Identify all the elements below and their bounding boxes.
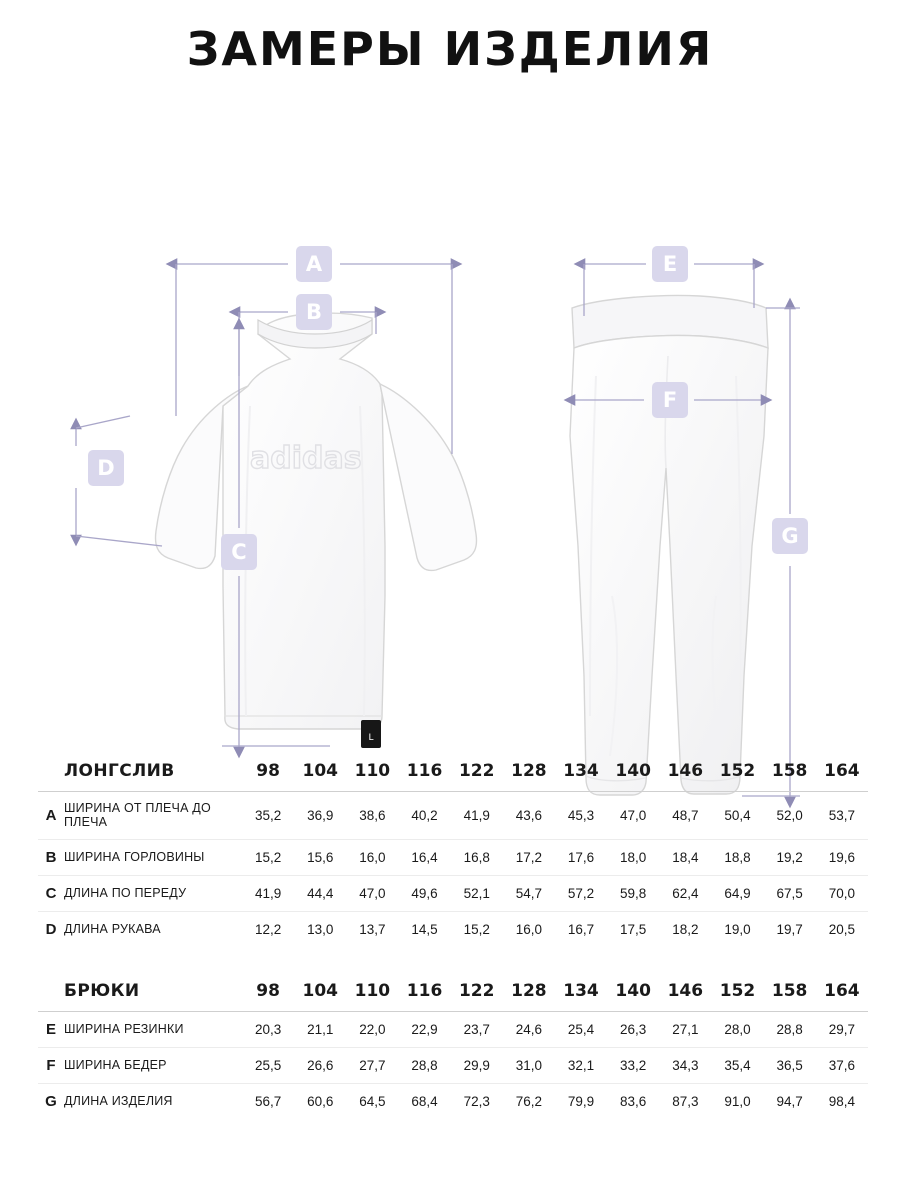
table-separator xyxy=(0,949,900,975)
cell-value: 54,7 xyxy=(503,875,555,911)
table-row xyxy=(38,1047,868,1083)
cell-value: 16,8 xyxy=(451,839,503,875)
row-label: ДЛИНА ПО ПЕРЕДУ xyxy=(64,875,242,911)
table-row xyxy=(38,839,868,875)
cell-value: 59,8 xyxy=(607,875,659,911)
size-header: 140 xyxy=(615,761,651,781)
cell-value: 47,0 xyxy=(346,875,398,911)
cell-value: 76,2 xyxy=(515,1093,542,1109)
table-longsleeve xyxy=(38,755,868,947)
row-letter: A xyxy=(38,792,64,840)
marker-d: D xyxy=(88,450,124,486)
size-header: 122 xyxy=(458,761,495,781)
cell-value: 27,1 xyxy=(659,1011,711,1047)
cell-value: 72,3 xyxy=(463,1093,490,1109)
table-row xyxy=(38,1011,868,1047)
row-label: ШИРИНА ОТ ПЛЕЧА ДО ПЛЕЧА xyxy=(64,792,242,840)
size-header: 104 xyxy=(302,980,338,1001)
row-letter: C xyxy=(38,875,64,911)
cell-value: 28,8 xyxy=(764,1011,816,1047)
cell-value: 32,1 xyxy=(555,1047,607,1083)
row-letter: G xyxy=(45,1092,57,1110)
cell-value: 13,0 xyxy=(307,921,334,937)
cell-value: 16,4 xyxy=(398,839,450,875)
table-header-row-pants xyxy=(38,975,868,1011)
table-row xyxy=(38,875,868,911)
size-header: 128 xyxy=(511,980,547,1001)
cell-value: 37,6 xyxy=(816,1047,868,1083)
cell-value: 13,7 xyxy=(359,921,386,937)
cell-value: 57,2 xyxy=(555,875,607,911)
size-header: 104 xyxy=(302,761,338,781)
size-header: 152 xyxy=(719,980,756,1001)
size-header: 98 xyxy=(256,761,280,781)
cell-value: 22,0 xyxy=(346,1011,398,1047)
table-row xyxy=(38,792,868,840)
garment-diagram-svg xyxy=(0,76,900,743)
marker-f: F xyxy=(652,382,688,418)
size-header: 116 xyxy=(406,980,443,1001)
size-header: 140 xyxy=(615,980,651,1001)
cell-value: 15,2 xyxy=(242,839,294,875)
cell-value: 52,0 xyxy=(764,792,816,840)
cell-value: 87,3 xyxy=(672,1093,699,1109)
cell-value: 62,4 xyxy=(659,875,711,911)
cell-value: 19,7 xyxy=(776,921,803,937)
cell-value: 44,4 xyxy=(294,875,346,911)
cell-value: 33,2 xyxy=(607,1047,659,1083)
cell-value: 18,2 xyxy=(672,921,699,937)
cell-value: 38,6 xyxy=(346,792,398,840)
cell-value: 36,5 xyxy=(764,1047,816,1083)
cell-value: 91,0 xyxy=(724,1093,751,1109)
size-header: 152 xyxy=(719,761,756,781)
row-letter: E xyxy=(38,1011,64,1047)
size-header: 134 xyxy=(563,980,599,1001)
cell-value: 64,9 xyxy=(711,875,763,911)
chest-print: adidas xyxy=(250,441,362,476)
cell-value: 48,7 xyxy=(659,792,711,840)
table-title-pants: БРЮКИ xyxy=(64,980,140,1001)
cell-value: 29,7 xyxy=(816,1011,868,1047)
garment-illustration xyxy=(0,76,900,743)
cell-value: 50,4 xyxy=(711,792,763,840)
measurement-tables xyxy=(0,755,900,1119)
cell-value: 29,9 xyxy=(451,1047,503,1083)
cell-value: 20,3 xyxy=(242,1011,294,1047)
cell-value: 28,0 xyxy=(711,1011,763,1047)
size-header: 110 xyxy=(354,980,391,1001)
marker-g: G xyxy=(772,518,808,554)
cell-value: 27,7 xyxy=(346,1047,398,1083)
cell-value: 28,8 xyxy=(398,1047,450,1083)
cell-value: 19,6 xyxy=(816,839,868,875)
cell-value: 35,2 xyxy=(242,792,294,840)
cell-value: 67,5 xyxy=(764,875,816,911)
cell-value: 68,4 xyxy=(411,1093,438,1109)
page-title: ЗАМЕРЫ ИЗДЕЛИЯ xyxy=(186,22,714,76)
row-label: ШИРИНА РЕЗИНКИ xyxy=(64,1011,242,1047)
svg-text:L: L xyxy=(368,733,374,743)
cell-value: 56,7 xyxy=(254,1093,282,1109)
cell-value: 18,0 xyxy=(607,839,659,875)
cell-value: 19,2 xyxy=(764,839,816,875)
size-header: 146 xyxy=(667,980,704,1001)
cell-value: 41,9 xyxy=(242,875,294,911)
size-header: 134 xyxy=(563,761,599,781)
cell-value: 17,6 xyxy=(555,839,607,875)
size-header: 158 xyxy=(771,980,808,1001)
cell-value: 35,4 xyxy=(711,1047,763,1083)
row-label: ДЛИНА ИЗДЕЛИЯ xyxy=(64,1094,173,1109)
marker-a: A xyxy=(296,246,332,282)
row-letter: B xyxy=(38,839,64,875)
tshirt-graphic xyxy=(156,313,477,748)
cell-value: 25,4 xyxy=(555,1011,607,1047)
cell-value: 47,0 xyxy=(607,792,659,840)
row-label: ШИРИНА ГОРЛОВИНЫ xyxy=(64,839,242,875)
cell-value: 15,6 xyxy=(294,839,346,875)
cell-value: 31,0 xyxy=(503,1047,555,1083)
cell-value: 83,6 xyxy=(620,1093,647,1109)
cell-value: 98,4 xyxy=(828,1093,855,1109)
row-label: ДЛИНА РУКАВА xyxy=(64,922,161,937)
table-row xyxy=(38,1083,868,1119)
size-header: 116 xyxy=(406,761,443,781)
size-header: 146 xyxy=(667,761,704,781)
cell-value: 18,8 xyxy=(711,839,763,875)
row-letter: F xyxy=(38,1047,64,1083)
cell-value: 17,5 xyxy=(620,921,647,937)
cell-value: 40,2 xyxy=(398,792,450,840)
cell-value: 60,6 xyxy=(307,1093,334,1109)
row-letter: D xyxy=(45,920,57,938)
size-header: 110 xyxy=(354,761,391,781)
cell-value: 18,4 xyxy=(659,839,711,875)
size-header: 158 xyxy=(771,761,808,781)
cell-value: 25,5 xyxy=(242,1047,294,1083)
header-spacer xyxy=(38,975,64,1011)
cell-value: 14,5 xyxy=(411,921,438,937)
table-title-longsleeve: ЛОНГСЛИВ xyxy=(64,761,175,781)
cell-value: 79,9 xyxy=(567,1093,595,1109)
cell-value: 26,6 xyxy=(294,1047,346,1083)
cell-value: 12,2 xyxy=(254,921,282,937)
cell-value: 23,7 xyxy=(451,1011,503,1047)
cell-value: 49,6 xyxy=(398,875,450,911)
cell-value: 34,3 xyxy=(659,1047,711,1083)
cell-value: 53,7 xyxy=(816,792,868,840)
cell-value: 16,0 xyxy=(515,921,542,937)
cell-value: 20,5 xyxy=(828,921,855,937)
cell-value: 64,5 xyxy=(359,1093,386,1109)
cell-value: 26,3 xyxy=(607,1011,659,1047)
cell-value: 52,1 xyxy=(451,875,503,911)
cell-value: 16,0 xyxy=(346,839,398,875)
cell-value: 24,6 xyxy=(503,1011,555,1047)
cell-value: 21,1 xyxy=(294,1011,346,1047)
table-row xyxy=(38,911,868,947)
cell-value: 36,9 xyxy=(294,792,346,840)
size-header: 98 xyxy=(256,980,280,1001)
cell-value: 17,2 xyxy=(503,839,555,875)
pants-graphic xyxy=(570,296,768,796)
cell-value: 41,9 xyxy=(451,792,503,840)
cell-value: 15,2 xyxy=(463,921,490,937)
marker-e: E xyxy=(652,246,688,282)
cell-value: 45,3 xyxy=(555,792,607,840)
cell-value: 22,9 xyxy=(398,1011,450,1047)
header-spacer xyxy=(38,755,64,791)
marker-c: C xyxy=(221,534,257,570)
cell-value: 19,0 xyxy=(724,921,751,937)
size-header: 164 xyxy=(824,761,860,781)
cell-value: 70,0 xyxy=(816,875,868,911)
size-header: 128 xyxy=(511,761,547,781)
size-header: 164 xyxy=(824,980,860,1001)
table-pants xyxy=(38,975,868,1119)
table-header-row-longsleeve xyxy=(38,755,868,791)
marker-b: B xyxy=(296,294,332,330)
cell-value: 94,7 xyxy=(776,1093,803,1109)
row-label: ШИРИНА БЕДЕР xyxy=(64,1047,242,1083)
cell-value: 16,7 xyxy=(567,921,595,937)
size-header: 122 xyxy=(458,980,495,1001)
cell-value: 43,6 xyxy=(503,792,555,840)
